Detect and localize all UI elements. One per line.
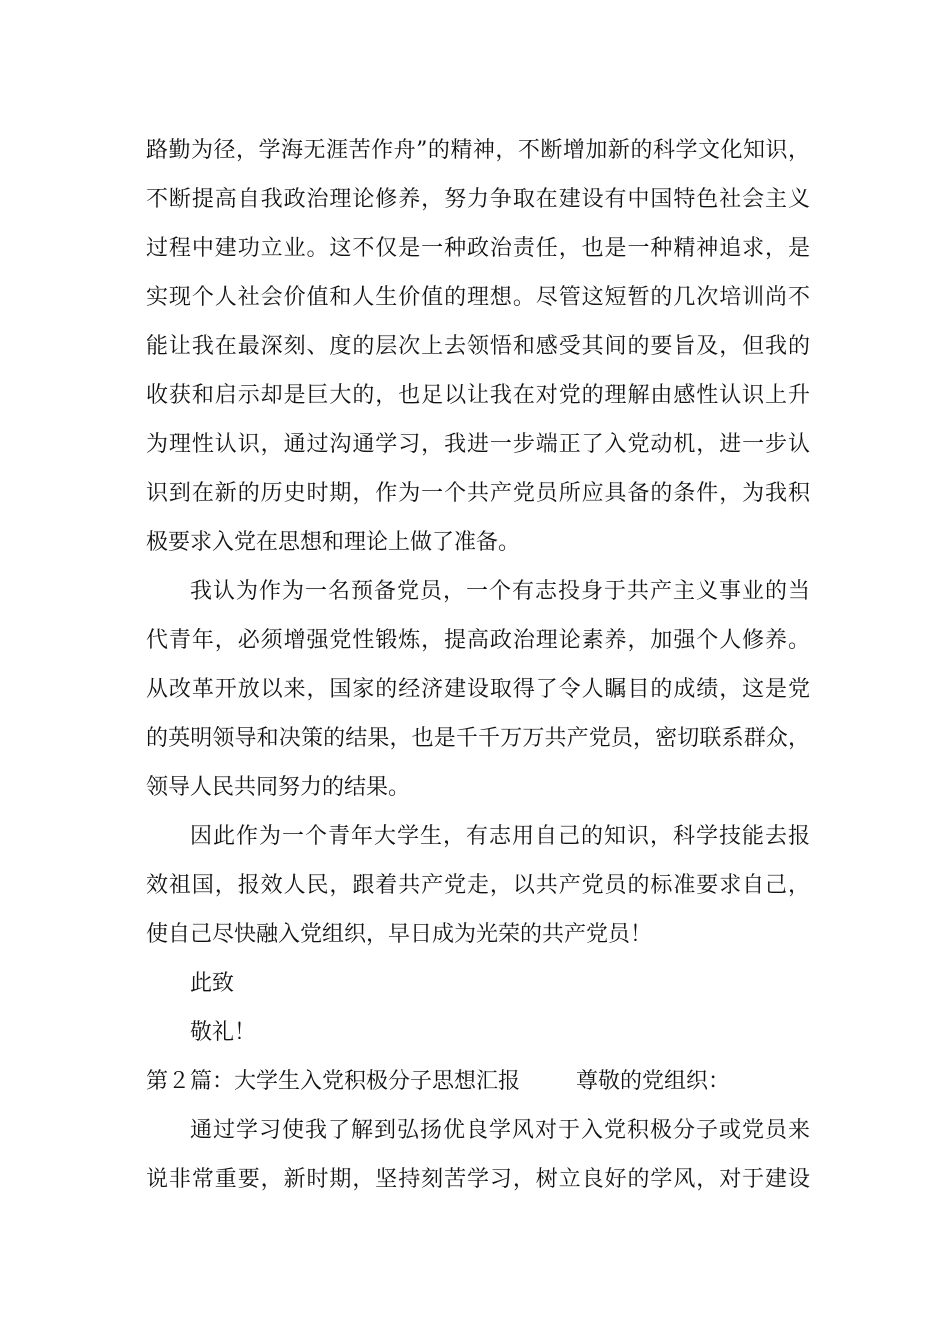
paragraph-3 bbox=[146, 812, 810, 959]
salutation: 尊敬的党组织： bbox=[576, 1069, 731, 1094]
text-line: 为理性认识，通过沟通学习，我进一步端正了入党动机，进一步认 bbox=[146, 432, 810, 457]
text-line: 收获和启示却是巨大的，也足以让我在对党的理解由感性认识上升 bbox=[146, 383, 810, 408]
closing-salute: 敬礼！ bbox=[190, 1020, 257, 1045]
section-heading-row bbox=[146, 1057, 810, 1106]
text-line: 能让我在最深刻、度的层次上去领悟和感受其间的要旨及，但我的 bbox=[146, 334, 810, 359]
closing-greeting: 此致 bbox=[190, 971, 235, 996]
text-line: 实现个人社会价值和人生价值的理想。尽管这短暂的几次培训尚不 bbox=[146, 285, 810, 310]
text-line: 因此作为一个青年大学生，有志用自己的知识，科学技能去报 bbox=[190, 824, 810, 849]
document-body bbox=[146, 126, 810, 1204]
text-line: 通过学习使我了解到弘扬优良学风对于入党积极分子或党员来 bbox=[190, 1118, 810, 1143]
text-line: 效祖国，报效人民，跟着共产党走，以共产党员的标准要求自己， bbox=[146, 873, 810, 898]
paragraph-2 bbox=[146, 567, 810, 812]
text-line: 的英明领导和决策的结果，也是千千万万共产党员，密切联系群众， bbox=[146, 726, 810, 751]
text-line: 不断提高自我政治理论修养，努力争取在建设有中国特色社会主义 bbox=[146, 187, 810, 212]
text-line: 说非常重要，新时期，坚持刻苦学习，树立良好的学风，对于建设 bbox=[146, 1167, 810, 1192]
text-line: 极要求入党在思想和理论上做了准备。 bbox=[146, 530, 521, 555]
paragraph-4 bbox=[146, 1106, 810, 1204]
section-heading: 第２篇：大学生入党积极分子思想汇报 bbox=[146, 1069, 521, 1094]
text-line: 识到在新的历史时期，作为一个共产党员所应具备的条件，为我积 bbox=[146, 481, 810, 506]
text-line: 过程中建功立业。这不仅是一种政治责任，也是一种精神追求，是 bbox=[146, 236, 810, 261]
text-line: 我认为作为一名预备党员，一个有志投身于共产主义事业的当 bbox=[190, 579, 810, 604]
paragraph-1 bbox=[146, 126, 810, 567]
text-line: 领导人民共同努力的结果。 bbox=[146, 775, 411, 800]
text-line: 从改革开放以来，国家的经济建设取得了令人瞩目的成绩，这是党 bbox=[146, 677, 810, 702]
text-line: 使自己尽快融入党组织，早日成为光荣的共产党员！ bbox=[146, 922, 653, 947]
text-line: 路勤为径，学海无涯苦作舟”的精神，不断增加新的科学文化知识， bbox=[146, 138, 810, 163]
text-line: 代青年，必须增强党性锻炼，提高政治理论素养，加强个人修养。 bbox=[146, 628, 810, 653]
